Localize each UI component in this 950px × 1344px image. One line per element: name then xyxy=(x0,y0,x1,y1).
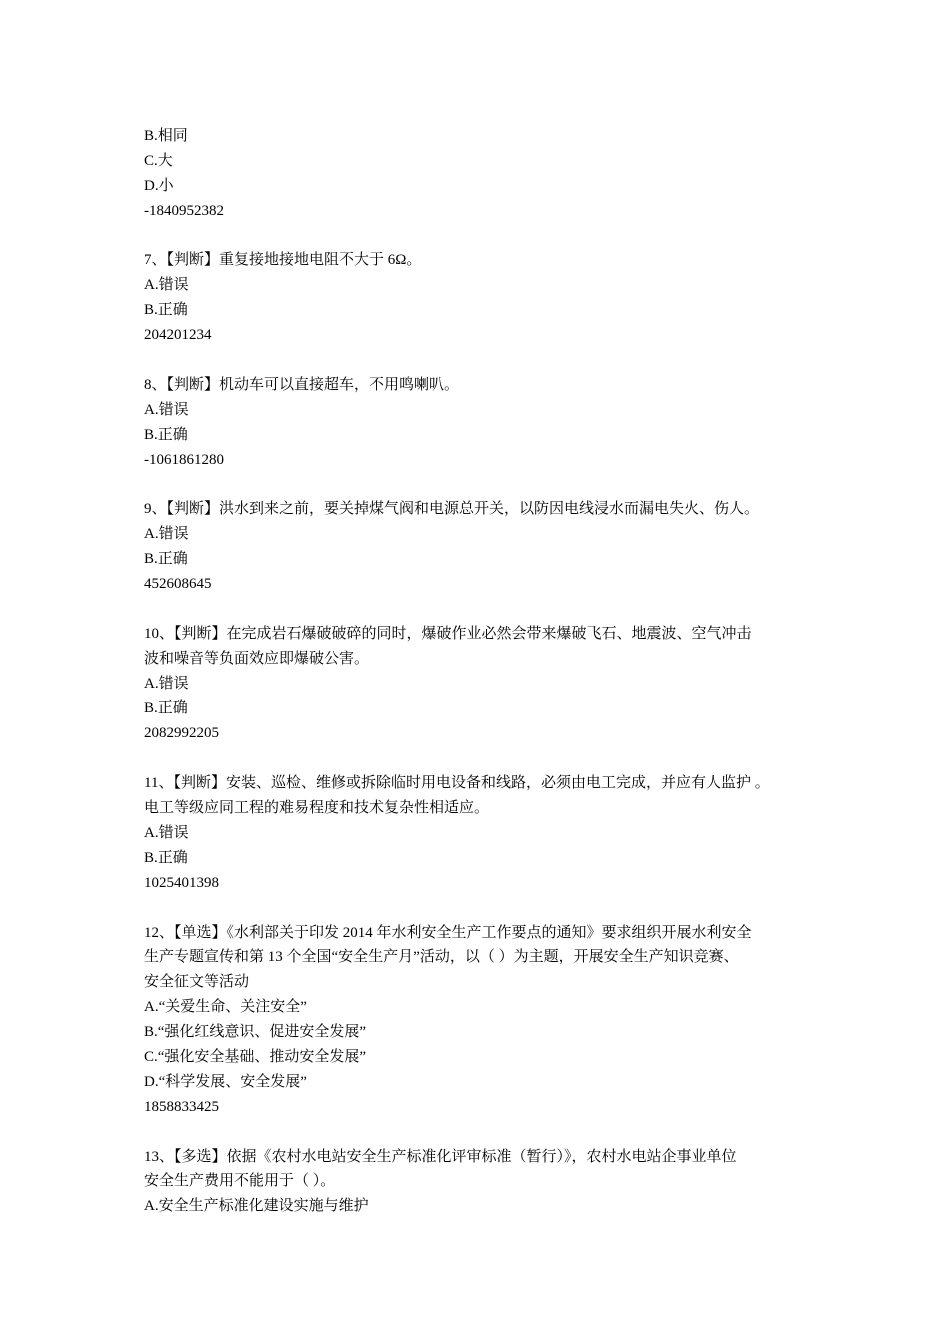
option-line: C.大 xyxy=(144,152,173,169)
question-9 xyxy=(144,497,824,597)
question-stem: 7、【判断】重复接地接地电阻不大于 6Ω。 xyxy=(144,252,422,269)
option-line: B.“强化红线意识、促进安全发展” xyxy=(144,1024,367,1041)
option-line: B.正确 xyxy=(144,551,188,568)
question-stem: 安全征文等活动 xyxy=(144,974,250,991)
option-line: A.“关爱生命、关注安全” xyxy=(144,999,307,1016)
question-stem: 12、【单选】《水利部关于印发 2014 年水利安全生产工作要点的通知》要求组织开展水利安全 xyxy=(144,924,752,941)
question-stem: 生产专题宣传和第 13 个全国“安全生产月”活动，以（ ）为主题，开展安全生产知识竞赛、 xyxy=(144,949,739,966)
question-11 xyxy=(144,771,824,895)
option-line: B.正确 xyxy=(144,302,188,319)
question-code: 1025401398 xyxy=(144,874,219,891)
document-page xyxy=(144,124,824,1219)
question-stem: 电工等级应同工程的难易程度和技术复杂性相适应。 xyxy=(144,800,490,817)
option-line: A.错误 xyxy=(144,277,189,294)
question-stem: 13、【多选】依据《农村水电站安全生产标准化评审标准（暂行）》，农村水电站企事业单位 xyxy=(144,1148,737,1165)
option-line: A.错误 xyxy=(144,401,189,418)
question-stem: 9、【判断】洪水到来之前，要关掉煤气阀和电源总开关，以防因电线浸水而漏电失火、伤人。 xyxy=(144,501,760,518)
option-line: B.正确 xyxy=(144,426,188,443)
question-stem: 安全生产费用不能用于（ ）。 xyxy=(144,1173,336,1190)
option-line: A.错误 xyxy=(144,526,189,543)
option-line: B.相同 xyxy=(144,128,188,144)
question-code: -1061861280 xyxy=(144,451,224,468)
option-line: A.错误 xyxy=(144,824,189,841)
option-line: A.错误 xyxy=(144,675,189,692)
option-line: D.“科学发展、安全发展” xyxy=(144,1073,307,1090)
question-stem: 11、【判断】安装、巡检、维修或拆除临时用电设备和线路，必须由电工完成，并应有人监护 。 xyxy=(144,775,770,792)
question-12 xyxy=(144,921,824,1120)
option-line: C.“强化安全基础、推动安全发展” xyxy=(144,1048,367,1065)
question-stem: 10、【判断】在完成岩石爆破破碎的同时，爆破作业必然会带来爆破飞石、地震波、空气冲击 xyxy=(144,625,752,642)
option-line: A.安全生产标准化建设实施与维护 xyxy=(144,1198,369,1215)
question-code: 2082992205 xyxy=(144,725,219,742)
question-code: 204201234 xyxy=(144,327,212,344)
option-line: B.正确 xyxy=(144,700,188,717)
question-code: -1840952382 xyxy=(144,202,224,219)
question-code: 1858833425 xyxy=(144,1098,219,1115)
question-stem: 波和噪音等负面效应即爆破公害。 xyxy=(144,650,370,667)
question-code: 452608645 xyxy=(144,576,212,593)
question-6-tail xyxy=(144,124,824,224)
option-line: B.正确 xyxy=(144,849,188,866)
question-stem: 8、【判断】机动车可以直接超车，不用鸣喇叭。 xyxy=(144,376,460,393)
question-7 xyxy=(144,248,824,348)
question-8 xyxy=(144,373,824,473)
question-13 xyxy=(144,1145,824,1220)
option-line: D.小 xyxy=(144,177,174,194)
question-10 xyxy=(144,622,824,746)
